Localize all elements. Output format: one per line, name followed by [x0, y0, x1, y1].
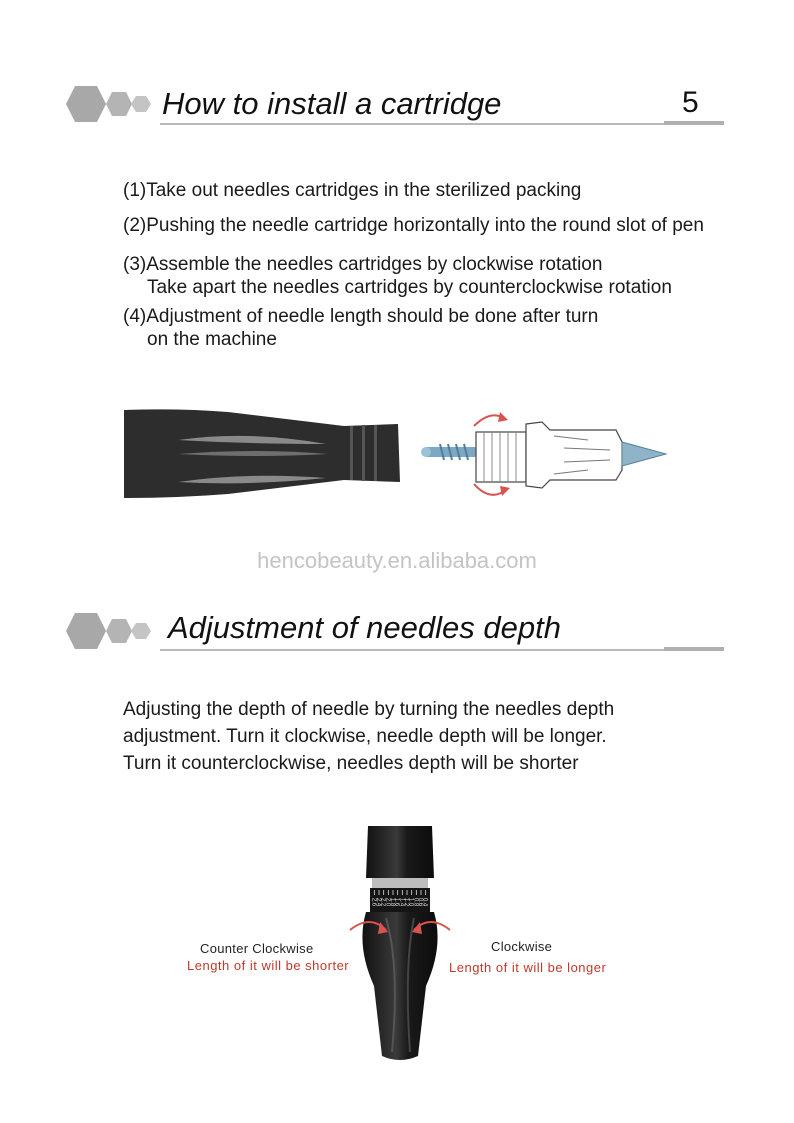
depth-line: Turn it counterclockwise, needles depth will be shorter	[123, 753, 579, 774]
clockwise-label: Clockwise	[491, 939, 553, 954]
dial-tick	[397, 890, 398, 895]
divider-accent	[664, 121, 724, 125]
cartridge-image	[421, 412, 666, 496]
hexagon-decoration-icon	[66, 613, 158, 649]
page-number: 5	[682, 86, 699, 119]
dial-tick	[374, 890, 375, 895]
step-text-continued: on the machine	[147, 329, 277, 350]
step-text: (2)Pushing the needle cartridge horizontally into the round slot of pen	[123, 215, 704, 236]
dial-tick	[421, 890, 422, 895]
dial-tick-label: 2.2	[379, 897, 386, 907]
pen-body-image	[124, 409, 400, 498]
depth-line: adjustment. Turn it clockwise, needle depth will be longer.	[123, 726, 607, 747]
watermark-text: hencobeauty.en.alibaba.com	[257, 548, 537, 573]
depth-instructions	[123, 696, 614, 777]
dial-tick-label: 2.6	[370, 897, 377, 907]
install-step-4	[123, 305, 598, 351]
step-text: (1)Take out needles cartridges in the sterilized packing	[123, 180, 582, 201]
clockwise-description: Length of it will be longer	[449, 960, 607, 975]
dial-tick	[393, 890, 394, 895]
step-text-continued: Take apart the needles cartridges by counterclockwise rotation	[147, 277, 672, 298]
dial-tick	[416, 890, 417, 895]
section-divider	[160, 649, 724, 651]
step-text: (3)Assemble the needles cartridges by clockwise rotation	[123, 254, 603, 275]
dial-tick-label: 1.8	[389, 897, 395, 907]
depth-line: Adjusting the depth of needle by turning the needles depth	[123, 699, 615, 720]
install-step-2	[123, 214, 704, 237]
pen-depth-illustration	[340, 826, 460, 1076]
divider-accent	[664, 647, 724, 651]
dial-tick	[383, 890, 384, 895]
dial-tick-label: 1.6	[393, 897, 400, 907]
dial-tick-label: 2.4	[375, 897, 381, 907]
hexagon-decoration-icon	[66, 86, 158, 122]
depth-section-title: Adjustment of needles depth	[168, 610, 561, 645]
dial-tick	[425, 890, 426, 895]
install-section-title: How to install a cartridge	[162, 86, 502, 121]
dial-tick-label: 0.8	[412, 897, 419, 907]
dial-tick	[411, 890, 412, 895]
dial-tick-label: 1.4	[398, 897, 405, 907]
dial-tick-label: 0.4	[421, 897, 428, 907]
install-step-1	[123, 179, 581, 202]
dial-tick-label: 1.0	[407, 897, 414, 907]
dial-tick	[407, 890, 408, 895]
counter-clockwise-description: Length of it will be shorter	[187, 958, 350, 973]
step-text: (4)Adjustment of needle length should be done after turn	[123, 306, 599, 327]
dial-tick	[379, 890, 380, 895]
dial-tick-label: 0.6	[417, 897, 423, 907]
dial-tick	[388, 890, 389, 895]
install-step-3	[123, 253, 672, 299]
counter-clockwise-label: Counter Clockwise	[200, 941, 314, 956]
dial-tick	[402, 890, 403, 895]
section-divider	[160, 123, 724, 125]
dial-tick-label: 2.0	[384, 897, 391, 907]
pen-and-cartridge-illustration	[118, 400, 678, 510]
dial-tick-label: 1.2	[403, 897, 409, 907]
